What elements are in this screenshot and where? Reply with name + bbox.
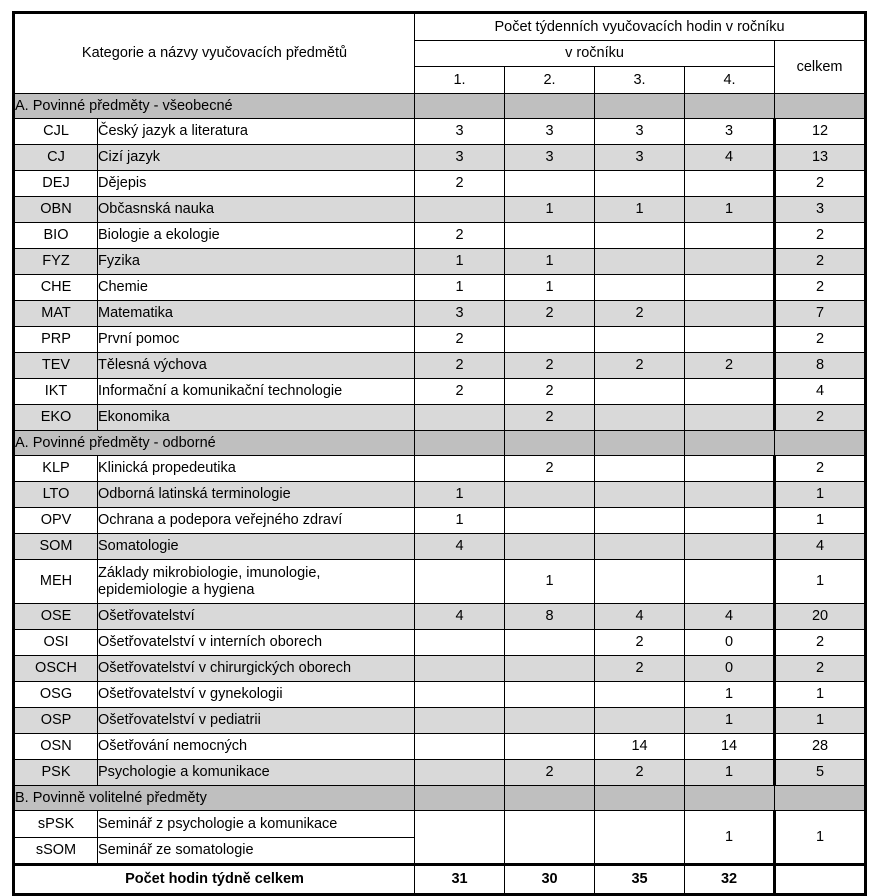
- table-row: [14, 630, 866, 656]
- hours-year-1: 2: [415, 223, 505, 249]
- hours-year-2: 8: [505, 604, 595, 630]
- hours-year-2: [505, 708, 595, 734]
- header-row-1: [14, 13, 866, 41]
- table-row: [14, 482, 866, 508]
- hours-year-2: 3: [505, 119, 595, 145]
- hours-year-1: 3: [415, 145, 505, 171]
- hours-total: 2: [775, 171, 866, 197]
- subject-name: Matematika: [98, 301, 415, 327]
- subject-name: Cizí jazyk: [98, 145, 415, 171]
- hours-year-1: 4: [415, 534, 505, 560]
- subject-code: MAT: [14, 301, 98, 327]
- hours-year-3: 4: [595, 604, 685, 630]
- section-fill: [505, 94, 595, 119]
- header-year-group-label: v ročníku: [415, 41, 775, 67]
- subject-code: IKT: [14, 379, 98, 405]
- hours-year-4: 0: [685, 630, 775, 656]
- hours-year-1: 2: [415, 171, 505, 197]
- subject-name: Biologie a ekologie: [98, 223, 415, 249]
- subject-name: Odborná latinská terminologie: [98, 482, 415, 508]
- hours-year-4: [685, 171, 775, 197]
- hours-year-3: 2: [595, 656, 685, 682]
- section-fill: [775, 94, 866, 119]
- subject-name: Psychologie a komunikace: [98, 760, 415, 786]
- hours-year-3: [595, 171, 685, 197]
- header-category-label: Kategorie a názvy vyučovacích předmětů: [14, 13, 415, 94]
- totals-year-1: 31: [415, 865, 505, 895]
- hours-total: 2: [775, 630, 866, 656]
- hours-year-3: [595, 811, 685, 865]
- hours-year-3: 3: [595, 119, 685, 145]
- section-header-row: [14, 786, 866, 811]
- table-row: [14, 811, 866, 838]
- hours-year-3: [595, 708, 685, 734]
- section-title-general: A. Povinné předměty - všeobecné: [14, 94, 415, 119]
- hours-total: 8: [775, 353, 866, 379]
- hours-year-1: [415, 405, 505, 431]
- hours-year-2: 1: [505, 249, 595, 275]
- hours-year-4: 4: [685, 145, 775, 171]
- section-fill: [505, 786, 595, 811]
- hours-year-3: [595, 456, 685, 482]
- header-total-label: celkem: [775, 41, 866, 94]
- hours-year-2: [505, 682, 595, 708]
- subject-name: Seminář ze somatologie: [98, 838, 415, 865]
- subject-code: FYZ: [14, 249, 98, 275]
- subject-name: Ošetřovatelství v interních oborech: [98, 630, 415, 656]
- subject-code: MEH: [14, 560, 98, 604]
- hours-year-1: 1: [415, 508, 505, 534]
- hours-year-3: 2: [595, 301, 685, 327]
- hours-total: 1: [775, 682, 866, 708]
- section-fill: [595, 786, 685, 811]
- subject-name: [98, 560, 415, 604]
- hours-year-3: 2: [595, 630, 685, 656]
- hours-year-1: 2: [415, 327, 505, 353]
- hours-total: 2: [775, 275, 866, 301]
- hours-year-2: 1: [505, 560, 595, 604]
- hours-year-3: [595, 275, 685, 301]
- hours-year-3: [595, 223, 685, 249]
- hours-year-4: 14: [685, 734, 775, 760]
- subject-code: DEJ: [14, 171, 98, 197]
- hours-year-2: [505, 630, 595, 656]
- hours-year-4: [685, 379, 775, 405]
- hours-year-4: 1: [685, 760, 775, 786]
- hours-year-3: [595, 249, 685, 275]
- hours-year-3: 2: [595, 760, 685, 786]
- subject-code: sSOM: [14, 838, 98, 865]
- section-fill: [775, 786, 866, 811]
- subject-code: PRP: [14, 327, 98, 353]
- hours-year-2: 3: [505, 145, 595, 171]
- subject-code: OSCH: [14, 656, 98, 682]
- hours-year-2: [505, 508, 595, 534]
- subject-name: Český jazyk a literatura: [98, 119, 415, 145]
- table-row: [14, 560, 866, 604]
- hours-year-2: 2: [505, 379, 595, 405]
- table-row: [14, 327, 866, 353]
- hours-year-3: [595, 405, 685, 431]
- hours-total: 2: [775, 249, 866, 275]
- hours-year-4: [685, 482, 775, 508]
- hours-total: 1: [775, 508, 866, 534]
- subject-name: Ošetřovatelství v gynekologii: [98, 682, 415, 708]
- subject-name: Seminář z psychologie a komunikace: [98, 811, 415, 838]
- totals-year-4: 32: [685, 865, 775, 895]
- table-row: [14, 604, 866, 630]
- hours-year-2: [505, 171, 595, 197]
- hours-total: 3: [775, 197, 866, 223]
- hours-year-1: 2: [415, 353, 505, 379]
- hours-year-1: 4: [415, 604, 505, 630]
- table-row: [14, 301, 866, 327]
- subject-code: KLP: [14, 456, 98, 482]
- hours-year-4: 1: [685, 197, 775, 223]
- hours-total: 1: [775, 482, 866, 508]
- totals-label: Počet hodin týdně celkem: [14, 865, 415, 895]
- hours-year-4: 1: [685, 682, 775, 708]
- subject-code: OPV: [14, 508, 98, 534]
- hours-year-1: [415, 630, 505, 656]
- table-row: [14, 223, 866, 249]
- subject-code: TEV: [14, 353, 98, 379]
- hours-year-1: 3: [415, 301, 505, 327]
- hours-total: 4: [775, 379, 866, 405]
- subject-code: LTO: [14, 482, 98, 508]
- subject-name: První pomoc: [98, 327, 415, 353]
- hours-year-1: [415, 197, 505, 223]
- table-row: [14, 275, 866, 301]
- table-row: [14, 508, 866, 534]
- subject-code: OSE: [14, 604, 98, 630]
- subject-code: CJ: [14, 145, 98, 171]
- hours-year-1: [415, 811, 505, 865]
- table-row: [14, 119, 866, 145]
- hours-year-4: 1: [685, 811, 775, 865]
- hours-total: 1: [775, 811, 866, 865]
- hours-year-2: 1: [505, 275, 595, 301]
- totals-year-3: 35: [595, 865, 685, 895]
- hours-total: 2: [775, 656, 866, 682]
- hours-year-3: 3: [595, 145, 685, 171]
- hours-year-3: [595, 379, 685, 405]
- hours-year-4: [685, 275, 775, 301]
- hours-year-4: [685, 560, 775, 604]
- section-fill: [775, 431, 866, 456]
- hours-total: 28: [775, 734, 866, 760]
- hours-year-4: [685, 249, 775, 275]
- hours-year-3: [595, 482, 685, 508]
- hours-year-4: [685, 508, 775, 534]
- hours-year-4: 3: [685, 119, 775, 145]
- subject-name: Tělesná výchova: [98, 353, 415, 379]
- hours-year-1: [415, 682, 505, 708]
- subject-name: Klinická propedeutika: [98, 456, 415, 482]
- table-row: [14, 708, 866, 734]
- hours-year-2: [505, 811, 595, 865]
- subject-name: Ochrana a podepora veřejného zdraví: [98, 508, 415, 534]
- subject-code: OSN: [14, 734, 98, 760]
- hours-year-4: [685, 327, 775, 353]
- subject-name-line-1: Základy mikrobiologie, imunologie,: [98, 564, 321, 581]
- hours-year-1: 1: [415, 249, 505, 275]
- hours-total: 2: [775, 405, 866, 431]
- subject-code: CHE: [14, 275, 98, 301]
- hours-year-1: [415, 760, 505, 786]
- hours-total: 12: [775, 119, 866, 145]
- subject-code: OSG: [14, 682, 98, 708]
- totals-year-2: 30: [505, 865, 595, 895]
- subject-name: Chemie: [98, 275, 415, 301]
- header-year-1: 1.: [415, 67, 505, 94]
- hours-year-4: [685, 456, 775, 482]
- hours-total: 2: [775, 327, 866, 353]
- hours-total: 20: [775, 604, 866, 630]
- section-fill: [415, 94, 505, 119]
- hours-year-4: [685, 534, 775, 560]
- hours-year-1: 1: [415, 275, 505, 301]
- subject-code: CJL: [14, 119, 98, 145]
- table-row: [14, 353, 866, 379]
- hours-year-4: 4: [685, 604, 775, 630]
- hours-year-1: 3: [415, 119, 505, 145]
- section-fill: [415, 431, 505, 456]
- totals-row: [14, 865, 866, 895]
- table-row: [14, 171, 866, 197]
- subject-name: Informační a komunikační technologie: [98, 379, 415, 405]
- subject-name: Ošetřovatelství v chirurgických oborech: [98, 656, 415, 682]
- hours-year-2: 1: [505, 197, 595, 223]
- hours-year-3: [595, 682, 685, 708]
- section-fill: [505, 431, 595, 456]
- subject-code: PSK: [14, 760, 98, 786]
- section-fill: [685, 786, 775, 811]
- section-header-row: [14, 431, 866, 456]
- section-fill: [595, 94, 685, 119]
- subject-name: Somatologie: [98, 534, 415, 560]
- hours-year-3: [595, 508, 685, 534]
- section-fill: [595, 431, 685, 456]
- subject-name: Fyzika: [98, 249, 415, 275]
- curriculum-table: [12, 11, 867, 896]
- hours-year-1: [415, 656, 505, 682]
- subject-code: OBN: [14, 197, 98, 223]
- hours-year-2: [505, 656, 595, 682]
- table-row: [14, 682, 866, 708]
- table-row: [14, 534, 866, 560]
- section-fill: [685, 94, 775, 119]
- totals-overall: [775, 865, 866, 895]
- hours-year-2: [505, 223, 595, 249]
- hours-year-2: [505, 482, 595, 508]
- table-body: [14, 94, 866, 895]
- subject-name: Ošetřování nemocných: [98, 734, 415, 760]
- subject-code: EKO: [14, 405, 98, 431]
- section-fill: [685, 431, 775, 456]
- hours-year-1: [415, 560, 505, 604]
- table-row: [14, 760, 866, 786]
- subject-code: OSI: [14, 630, 98, 656]
- hours-year-4: [685, 223, 775, 249]
- hours-year-3: [595, 327, 685, 353]
- hours-year-1: [415, 708, 505, 734]
- hours-year-2: 2: [505, 456, 595, 482]
- hours-year-3: 2: [595, 353, 685, 379]
- hours-year-4: 1: [685, 708, 775, 734]
- header-year-3: 3.: [595, 67, 685, 94]
- subject-name: Ošetřovatelství v pediatrii: [98, 708, 415, 734]
- table-row: [14, 734, 866, 760]
- hours-year-3: 14: [595, 734, 685, 760]
- hours-year-3: [595, 534, 685, 560]
- hours-year-2: 2: [505, 405, 595, 431]
- table-row: [14, 656, 866, 682]
- hours-year-2: 2: [505, 760, 595, 786]
- subject-name: Ekonomika: [98, 405, 415, 431]
- hours-year-1: [415, 734, 505, 760]
- table-row: [14, 197, 866, 223]
- hours-year-2: 2: [505, 301, 595, 327]
- hours-total: 1: [775, 708, 866, 734]
- subject-code: BIO: [14, 223, 98, 249]
- hours-year-1: 1: [415, 482, 505, 508]
- subject-code: SOM: [14, 534, 98, 560]
- table-row: [14, 145, 866, 171]
- hours-year-2: [505, 327, 595, 353]
- hours-year-2: [505, 534, 595, 560]
- hours-total: 5: [775, 760, 866, 786]
- hours-year-4: 0: [685, 656, 775, 682]
- hours-total: 2: [775, 456, 866, 482]
- table-row: [14, 249, 866, 275]
- hours-total: 4: [775, 534, 866, 560]
- subject-name-line-2: epidemiologie a hygiena: [98, 581, 255, 598]
- table-row: [14, 456, 866, 482]
- section-title-elective: B. Povinně volitelné předměty: [14, 786, 415, 811]
- table-header: [14, 13, 866, 94]
- hours-year-2: [505, 734, 595, 760]
- header-hours-title: Počet týdenních vyučovacích hodin v ročníku: [415, 13, 866, 41]
- hours-total: 7: [775, 301, 866, 327]
- hours-year-4: [685, 301, 775, 327]
- section-header-row: [14, 94, 866, 119]
- subject-name: Dějepis: [98, 171, 415, 197]
- subject-name: Ošetřovatelství: [98, 604, 415, 630]
- hours-year-3: [595, 560, 685, 604]
- table-row: [14, 379, 866, 405]
- hours-year-1: 2: [415, 379, 505, 405]
- hours-total: 2: [775, 223, 866, 249]
- hours-year-4: [685, 405, 775, 431]
- section-title-professional: A. Povinné předměty - odborné: [14, 431, 415, 456]
- header-year-4: 4.: [685, 67, 775, 94]
- subject-name: Občasnská nauka: [98, 197, 415, 223]
- header-year-2: 2.: [505, 67, 595, 94]
- hours-total: 1: [775, 560, 866, 604]
- hours-year-4: 2: [685, 353, 775, 379]
- hours-year-3: 1: [595, 197, 685, 223]
- section-fill: [415, 786, 505, 811]
- hours-year-1: [415, 456, 505, 482]
- subject-code: OSP: [14, 708, 98, 734]
- table-row: [14, 405, 866, 431]
- hours-total: 13: [775, 145, 866, 171]
- subject-code: sPSK: [14, 811, 98, 838]
- hours-year-2: 2: [505, 353, 595, 379]
